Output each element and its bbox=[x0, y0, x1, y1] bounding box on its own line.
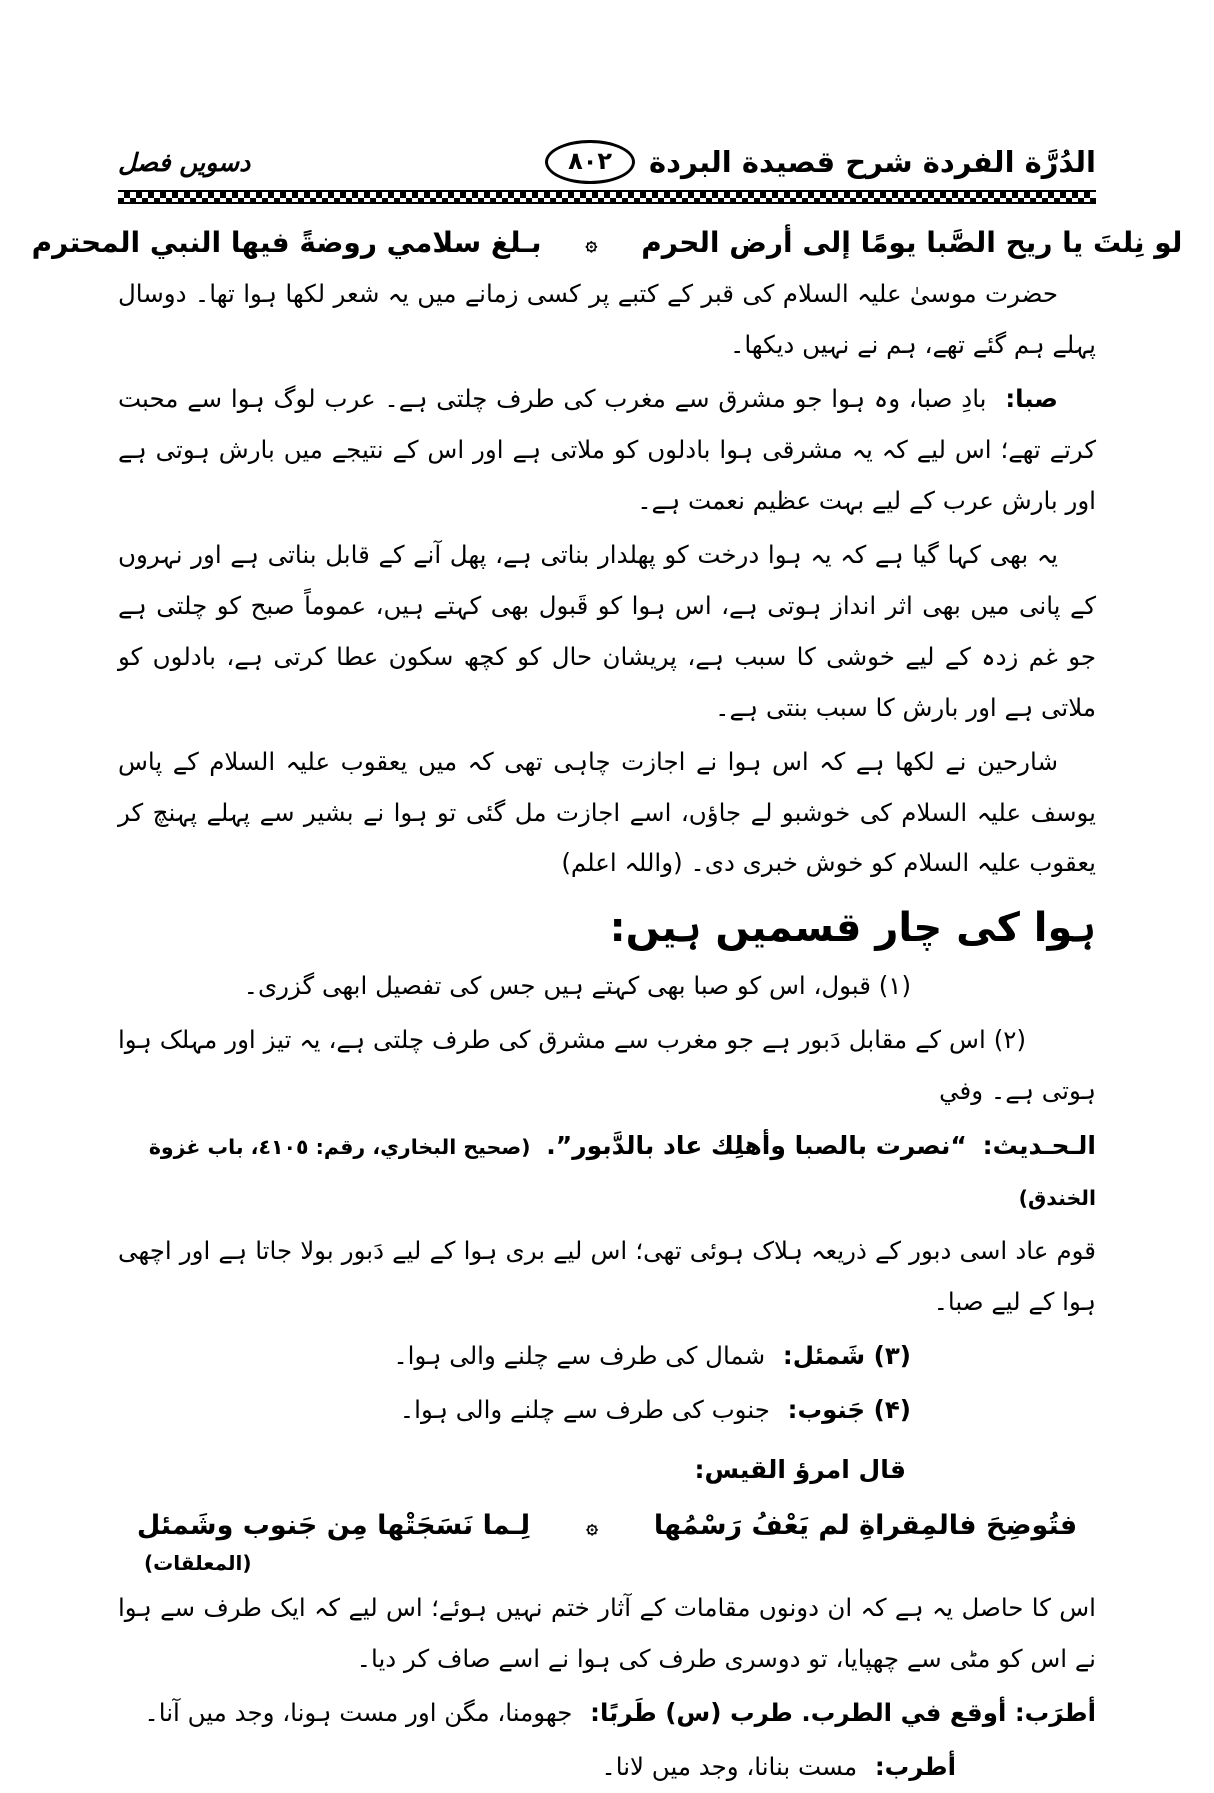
verse-ornament-icon: ۞ bbox=[585, 230, 598, 255]
paragraph-tomb-inscription: حضرت موسیٰ علیہ السلام کی قبر کے کتبے پر کسی زمانے میں یہ شعر لکھا ہوا تھا۔ دوسال پہلے ہم گئے تھے، ہم نے نہیں دیکھا۔ bbox=[118, 279, 1096, 359]
atrab-2-text: مست بنانا، وجد میں لانا۔ bbox=[601, 1751, 858, 1781]
hadith-line bbox=[118, 1120, 1096, 1223]
wind-kind-4-term: (۴) جَنوب: bbox=[787, 1395, 911, 1425]
hadith-quote: “نصرت بالصبا وأهلِك عاد بالدَّبور”. bbox=[546, 1131, 967, 1161]
saba-term: صبا: bbox=[1005, 383, 1058, 413]
atrab-2-term: أطرب: bbox=[874, 1751, 956, 1781]
muallaqa-source: (المعلقات) bbox=[144, 1551, 252, 1576]
saba-definition-text: بادِ صبا، وہ ہوا جو مشرق سے مغرب کی طرف چلتی ہے۔ عرب لوگ ہوا سے محبت کرتے تھے؛ اس لیے کہ یہ مشرقی ہوا بادلوں کو ملاتی ہے اور اس کے نتیجے میں بارش ہوتی ہے اور بارش عرب کے لیے بہت عظیم نعمت ہے۔ bbox=[118, 383, 1096, 515]
wind-kind-3 bbox=[118, 1331, 1096, 1382]
atrab-definition-2 bbox=[118, 1742, 1096, 1793]
paragraph-commentators: شارحین نے لکھا ہے کہ اس ہوا نے اجازت چاہی تھی کہ میں یعقوب علیہ السلام کے پاس یوسف علیہ السلام کی خوشبو لے جاؤں، اسے اجازت مل گئی تو ہوا نے بشیر سے پہلے پہنچ کر یعقوب علیہ السلام کو خوش خبری دی۔ (واللہ اعلم) bbox=[118, 746, 1096, 878]
atrab-definition-1 bbox=[118, 1688, 1096, 1739]
muallaqa-hemistich-left: لِـما نَسَجَتْها مِن جَنوب وشَمئل bbox=[136, 1510, 531, 1542]
opening-verse-hemistich-right: لو نِلتَ یا ریح الصَّبا یومًا إلی أرض الحرم bbox=[641, 226, 1183, 259]
paragraph-aad-destruction: قوم عاد اسی دبور کے ذریعہ ہلاک ہوئی تھی؛ اس لیے بری ہوا کے لیے دَبور بولا جاتا ہے اور اچھی ہوا کے لیے صبا۔ bbox=[118, 1236, 1096, 1317]
paragraph-saba-benefits: یہ بھی کہا گیا ہے کہ یہ ہوا درخت کو پھلدار بناتی ہے، پھل آنے کے قابل بناتی ہے اور نہروں کے پانی میں بھی اثر انداز ہوتی ہے، اس ہوا کو قَبول بھی کہتے ہیں، عموماً صبح کو چلتی ہے جو غم زدہ کے لیے خوشی کا سبب ہے، پریشان حال کو کچھ سکون عطا کرتی ہے، بادلوں کو ملاتی ہے اور بارش کا سبب بنتی ہے۔ bbox=[118, 539, 1096, 722]
opening-verse bbox=[31, 226, 1183, 259]
atrab-1-term: أطرَب: أوقع في الطرب. طرب (س) طَربًا: bbox=[590, 1697, 1096, 1727]
hadith-reference: (صحیح البخاري، رقم: ٤١٠٥، باب غزوة الخندق) bbox=[148, 1135, 1096, 1211]
muallaqa-hemistich-right: فتُوضِحَ فالمِقراةِ لم یَعْفُ رَسْمُها bbox=[653, 1510, 1078, 1542]
wind-kind-2: (۲) اس کے مقابل دَبور ہے جو مغرب سے مشرق کی طرف چلتی ہے، یہ تیز اور مہلک ہوا ہوتی ہے۔ وفي bbox=[118, 1025, 1096, 1106]
verse-ornament-icon: ۞ bbox=[586, 1513, 598, 1538]
page-header bbox=[118, 140, 1096, 184]
four-kinds-heading: ہوا کی چار قسمیں ہیں: bbox=[609, 905, 1096, 952]
muallaqa-verse bbox=[118, 1510, 1096, 1541]
wind-kind-1: (۱) قبول، اس کو صبا بھی کہتے ہیں جس کی تفصیل ابھی گزری۔ bbox=[243, 971, 911, 1001]
paragraph-saba-definition bbox=[118, 374, 1096, 527]
imru-alqays-attribution: قال امرؤ القیس: bbox=[694, 1455, 906, 1485]
book-title: الدُرَّة الفردة شرح قصیدة البردة bbox=[649, 145, 1096, 179]
hadith-label: الـحـدیث: bbox=[982, 1131, 1096, 1161]
paragraph-summary: اس کا حاصل یہ ہے کہ ان دونوں مقامات کے آثار ختم نہیں ہوئے؛ اس لیے کہ ایک طرف سے ہوا نے اس کو مٹی سے چھپایا، تو دوسری طرف کی ہوا نے اسے صاف کر دیا۔ bbox=[118, 1593, 1096, 1674]
atrab-1-text: جھومنا، مگن اور مست ہونا، وجد میں آنا۔ bbox=[144, 1697, 573, 1727]
wind-kind-3-text: شمال کی طرف سے چلنے والی ہوا۔ bbox=[393, 1341, 766, 1371]
header-divider bbox=[118, 190, 1096, 204]
section-label: دسویں فصل bbox=[118, 147, 251, 177]
page-number-badge: ٨٠٢ bbox=[545, 140, 635, 184]
wind-kind-4 bbox=[118, 1385, 1096, 1436]
opening-verse-hemistich-left: بـلغ سلامي روضةً فیها النبي المحترم bbox=[31, 226, 542, 259]
wind-kind-4-text: جنوب کی طرف سے چلنے والی ہوا۔ bbox=[399, 1395, 770, 1425]
wind-kind-3-term: (۳) شَمئل: bbox=[782, 1341, 911, 1371]
